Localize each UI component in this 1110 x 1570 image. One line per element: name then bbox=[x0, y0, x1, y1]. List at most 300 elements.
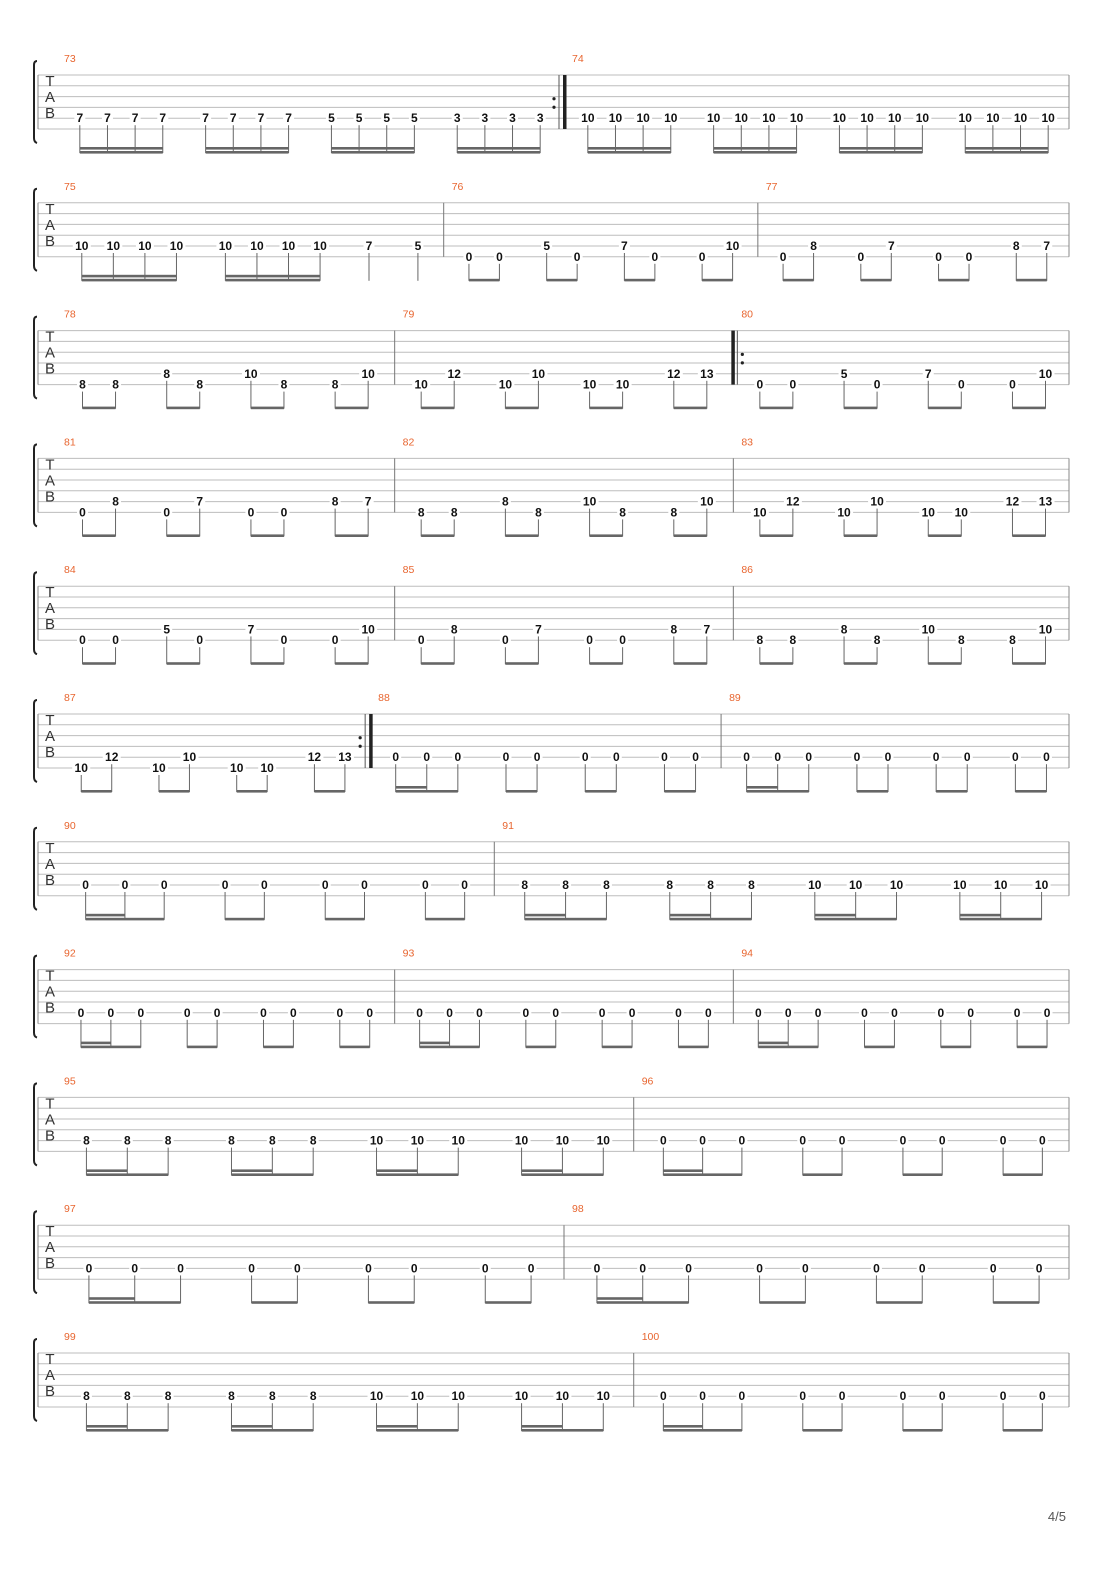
note-beam bbox=[331, 151, 414, 154]
tab-clef-letter: B bbox=[44, 1383, 56, 1400]
measure bbox=[403, 436, 734, 537]
note-beam bbox=[760, 662, 793, 665]
fret-number: 0 bbox=[461, 878, 468, 892]
fret-number: 7 bbox=[621, 239, 628, 253]
fret-number: 7 bbox=[257, 111, 265, 126]
tab-system bbox=[34, 1331, 1069, 1432]
fret-number: 0 bbox=[290, 1005, 297, 1020]
fret-number: 0 bbox=[754, 1005, 762, 1020]
measure-number: 86 bbox=[741, 564, 754, 577]
fret-number: 0 bbox=[502, 750, 510, 765]
fret-number: 0 bbox=[779, 249, 787, 264]
note-beam bbox=[714, 147, 797, 150]
note-beam bbox=[702, 279, 732, 282]
measure bbox=[403, 309, 744, 410]
fret-number: 0 bbox=[496, 249, 503, 264]
fret-number: 8 bbox=[873, 633, 881, 648]
fret-number: 0 bbox=[938, 1133, 946, 1148]
fret-number: 8 bbox=[196, 377, 204, 392]
fret-number: 10 bbox=[361, 366, 375, 381]
note-beam bbox=[421, 407, 454, 410]
fret-number: 10 bbox=[74, 761, 88, 775]
note-beam bbox=[663, 1173, 742, 1176]
tab-clef-letter: A bbox=[44, 216, 56, 234]
measure-number: 83 bbox=[741, 436, 754, 449]
measure bbox=[572, 1203, 1045, 1304]
fret-number: 0 bbox=[963, 750, 971, 765]
tab-system bbox=[34, 309, 1069, 410]
note-beam bbox=[377, 1169, 418, 1172]
measure bbox=[502, 820, 1050, 921]
note-beam bbox=[231, 1429, 313, 1432]
fret-number: 10 bbox=[555, 1133, 570, 1148]
measure-number: 74 bbox=[572, 53, 584, 65]
tab-clef-letter: T bbox=[45, 839, 55, 857]
note-beam bbox=[252, 1301, 298, 1304]
note-beam bbox=[590, 534, 623, 537]
note-beam bbox=[86, 918, 165, 921]
note-beam bbox=[839, 151, 922, 154]
note-beam bbox=[469, 279, 499, 282]
note-beam bbox=[505, 534, 538, 537]
fret-number: 0 bbox=[79, 633, 86, 648]
note-beam bbox=[325, 918, 364, 921]
fret-number: 8 bbox=[666, 878, 674, 892]
fret-number: 10 bbox=[514, 1133, 529, 1148]
repeat-dot bbox=[741, 353, 744, 356]
page-number: 4/5 bbox=[1047, 1509, 1066, 1524]
note-beam bbox=[936, 790, 967, 793]
fret-number: 0 bbox=[417, 633, 425, 648]
note-beam bbox=[803, 1173, 842, 1176]
measure-number: 78 bbox=[64, 308, 76, 321]
measure-number: 90 bbox=[64, 819, 76, 832]
note-beam bbox=[664, 790, 695, 793]
note-beam bbox=[335, 662, 368, 665]
measure-number: 88 bbox=[378, 692, 390, 704]
fret-number: 0 bbox=[838, 1133, 846, 1148]
fret-number: 0 bbox=[799, 1389, 807, 1404]
fret-number: 8 bbox=[810, 239, 817, 253]
fret-number: 0 bbox=[999, 1389, 1007, 1404]
measure bbox=[64, 436, 395, 537]
tab-clef-letter: B bbox=[44, 1127, 56, 1145]
fret-number: 0 bbox=[294, 1261, 301, 1276]
fret-number: 0 bbox=[692, 750, 699, 765]
fret-number: 0 bbox=[651, 249, 659, 264]
note-beam bbox=[960, 914, 1001, 917]
fret-number: 12 bbox=[786, 494, 800, 509]
measure-number: 81 bbox=[64, 436, 76, 449]
fret-number: 8 bbox=[83, 1389, 90, 1404]
fret-number: 0 bbox=[280, 505, 288, 520]
fret-number: 10 bbox=[361, 622, 375, 637]
measure-number: 91 bbox=[502, 819, 514, 832]
fret-number: 10 bbox=[1013, 111, 1028, 126]
fret-number: 5 bbox=[163, 622, 171, 637]
fret-number: 10 bbox=[410, 1389, 425, 1404]
fret-number: 0 bbox=[1043, 750, 1050, 765]
fret-number: 8 bbox=[83, 1133, 90, 1148]
note-beam bbox=[263, 1046, 293, 1049]
fret-number: 0 bbox=[160, 878, 168, 892]
measure bbox=[741, 309, 1054, 410]
note-beam bbox=[231, 1173, 313, 1176]
note-beam bbox=[1017, 1046, 1047, 1049]
note-beam bbox=[231, 1425, 272, 1428]
note-beam bbox=[80, 147, 163, 150]
fret-number: 5 bbox=[414, 239, 422, 253]
fret-number: 5 bbox=[355, 111, 363, 126]
note-beam bbox=[396, 790, 458, 793]
fret-number: 13 bbox=[700, 366, 714, 381]
fret-number: 10 bbox=[1034, 878, 1049, 892]
tab-clef-letter: T bbox=[45, 712, 55, 729]
fret-number: 10 bbox=[313, 239, 327, 253]
fret-number: 5 bbox=[543, 239, 551, 253]
fret-number: 0 bbox=[774, 750, 782, 765]
note-beam bbox=[760, 407, 793, 410]
tab-clef-letter: B bbox=[44, 232, 56, 250]
note-beam bbox=[86, 1429, 168, 1432]
fret-number: 8 bbox=[309, 1133, 317, 1148]
system-bracket bbox=[34, 189, 37, 271]
fret-number: 8 bbox=[164, 1389, 172, 1404]
tab-clef-letter: B bbox=[44, 999, 56, 1017]
note-beam bbox=[876, 1301, 922, 1304]
fret-number: 0 bbox=[814, 1005, 822, 1020]
fret-number: 10 bbox=[954, 505, 968, 520]
fret-number: 0 bbox=[581, 750, 589, 765]
tab-clef-letter: T bbox=[45, 328, 55, 346]
measure bbox=[64, 692, 373, 793]
fret-number: 0 bbox=[784, 1005, 792, 1020]
tab-clef-letter: T bbox=[45, 200, 55, 218]
fret-number: 0 bbox=[873, 1261, 880, 1276]
fret-number: 8 bbox=[670, 505, 678, 520]
fret-number: 0 bbox=[502, 633, 509, 648]
tab-system bbox=[34, 692, 1069, 793]
fret-number: 13 bbox=[338, 750, 352, 765]
measure-number: 73 bbox=[64, 53, 76, 65]
tab-clef-letter: T bbox=[45, 967, 55, 985]
tab-clef-letter: A bbox=[44, 344, 56, 362]
fret-number: 10 bbox=[734, 111, 748, 126]
note-beam bbox=[670, 918, 752, 921]
note-beam bbox=[420, 1046, 480, 1049]
fret-number: 8 bbox=[164, 1133, 172, 1148]
fret-number: 5 bbox=[383, 111, 391, 126]
measure-number: 98 bbox=[572, 1203, 584, 1216]
fret-number: 0 bbox=[802, 1261, 809, 1276]
measure bbox=[572, 53, 1057, 154]
fret-number: 0 bbox=[685, 1261, 692, 1276]
note-beam bbox=[167, 662, 200, 665]
measure-number: 96 bbox=[641, 1075, 654, 1088]
measure bbox=[452, 181, 758, 282]
fret-number: 0 bbox=[321, 878, 329, 892]
fret-number: 10 bbox=[596, 1389, 610, 1404]
fret-number: 0 bbox=[756, 377, 764, 392]
fret-number: 10 bbox=[514, 1389, 529, 1404]
note-beam bbox=[1012, 534, 1045, 537]
note-beam bbox=[421, 534, 454, 537]
measure bbox=[741, 564, 1054, 665]
fret-number: 12 bbox=[447, 366, 461, 381]
tab-clef-letter: T bbox=[45, 584, 55, 602]
fret-number: 10 bbox=[138, 239, 152, 253]
measure bbox=[64, 309, 395, 410]
note-beam bbox=[522, 1173, 604, 1176]
note-beam bbox=[525, 914, 566, 917]
note-beam bbox=[844, 407, 877, 410]
fret-number: 0 bbox=[857, 249, 865, 264]
note-beam bbox=[674, 662, 707, 665]
fret-number: 0 bbox=[1013, 1005, 1021, 1020]
fret-number: 10 bbox=[706, 111, 721, 126]
fret-number: 0 bbox=[899, 1389, 907, 1404]
fret-number: 8 bbox=[268, 1389, 276, 1404]
fret-number: 8 bbox=[619, 505, 626, 520]
note-beam bbox=[844, 662, 877, 665]
fret-number: 10 bbox=[837, 505, 851, 520]
note-beam bbox=[960, 918, 1042, 921]
fret-number: 8 bbox=[748, 878, 755, 892]
note-beam bbox=[1016, 279, 1046, 282]
fret-number: 8 bbox=[228, 1133, 235, 1148]
tab-system bbox=[34, 1075, 1069, 1176]
fret-number: 3 bbox=[481, 111, 489, 126]
fret-number: 0 bbox=[598, 1005, 606, 1020]
fret-number: 10 bbox=[369, 1133, 384, 1148]
fret-number: 0 bbox=[619, 633, 626, 648]
measure bbox=[642, 1075, 1048, 1176]
measure-number: 85 bbox=[402, 564, 415, 577]
note-beam bbox=[1003, 1173, 1042, 1176]
note-beam bbox=[89, 1301, 181, 1304]
note-beam bbox=[1012, 407, 1045, 410]
note-beam bbox=[457, 151, 540, 154]
fret-number: 10 bbox=[664, 111, 678, 126]
measure bbox=[64, 53, 567, 154]
note-beam bbox=[674, 407, 707, 410]
fret-number: 0 bbox=[861, 1005, 868, 1020]
note-beam bbox=[206, 147, 289, 150]
fret-number: 5 bbox=[411, 111, 418, 126]
fret-number: 0 bbox=[999, 1133, 1007, 1148]
repeat-dot bbox=[359, 745, 362, 748]
repeat-dot bbox=[552, 106, 555, 109]
note-beam bbox=[81, 790, 111, 793]
fret-number: 0 bbox=[422, 878, 429, 892]
note-beam bbox=[965, 151, 1048, 154]
fret-number: 0 bbox=[853, 750, 861, 765]
fret-number: 0 bbox=[1043, 1005, 1051, 1020]
fret-number: 0 bbox=[789, 377, 797, 392]
tab-clef-letter: B bbox=[44, 360, 56, 378]
fret-number: 0 bbox=[799, 1133, 807, 1148]
tab-system bbox=[34, 1203, 1069, 1304]
fret-number: 8 bbox=[521, 878, 529, 892]
note-beam bbox=[624, 279, 654, 282]
fret-number: 10 bbox=[725, 239, 740, 253]
note-beam bbox=[758, 1046, 818, 1049]
note-beam bbox=[377, 1429, 459, 1432]
note-beam bbox=[251, 662, 284, 665]
note-beam bbox=[585, 790, 616, 793]
note-beam bbox=[588, 151, 671, 154]
fret-number: 7 bbox=[703, 622, 711, 637]
system-bracket bbox=[34, 1339, 37, 1421]
note-beam bbox=[522, 1429, 604, 1432]
note-beam bbox=[758, 1042, 788, 1045]
measure bbox=[642, 1331, 1048, 1432]
note-beam bbox=[1012, 662, 1045, 665]
note-beam bbox=[81, 1042, 111, 1045]
fret-number: 8 bbox=[450, 505, 458, 520]
tab-clef-letter: T bbox=[45, 456, 55, 474]
note-beam bbox=[225, 275, 320, 278]
note-beam bbox=[678, 1046, 708, 1049]
fret-number: 10 bbox=[889, 878, 904, 892]
note-beam bbox=[928, 407, 961, 410]
measure-number: 94 bbox=[741, 947, 754, 960]
fret-number: 0 bbox=[107, 1005, 115, 1020]
fret-number: 10 bbox=[700, 494, 714, 509]
fret-number: 7 bbox=[924, 366, 932, 381]
note-beam bbox=[335, 534, 368, 537]
fret-number: 8 bbox=[417, 505, 425, 520]
fret-number: 10 bbox=[921, 505, 935, 520]
note-beam bbox=[965, 147, 1048, 150]
fret-number: 10 bbox=[498, 377, 513, 392]
fret-number: 0 bbox=[446, 1005, 453, 1020]
note-beam bbox=[1015, 790, 1046, 793]
fret-number: 0 bbox=[196, 633, 204, 648]
fret-number: 10 bbox=[230, 761, 244, 775]
fret-number: 0 bbox=[336, 1005, 344, 1020]
fret-number: 0 bbox=[756, 1261, 763, 1276]
note-beam bbox=[80, 151, 163, 154]
note-beam bbox=[187, 1046, 217, 1049]
fret-number: 0 bbox=[331, 633, 339, 648]
measure-number: 79 bbox=[402, 308, 415, 321]
measure bbox=[64, 1331, 634, 1432]
tab-clef-letter: A bbox=[44, 728, 56, 745]
measure bbox=[64, 820, 494, 921]
fret-number: 0 bbox=[163, 505, 171, 520]
fret-number: 0 bbox=[177, 1261, 184, 1276]
fret-number: 10 bbox=[582, 377, 597, 392]
fret-number: 0 bbox=[260, 1005, 267, 1020]
fret-number: 10 bbox=[832, 111, 847, 126]
fret-number: 7 bbox=[535, 622, 542, 637]
fret-number: 0 bbox=[593, 1261, 601, 1276]
fret-number: 8 bbox=[1009, 633, 1016, 648]
fret-number: 3 bbox=[509, 111, 516, 126]
note-beam bbox=[747, 790, 809, 793]
note-beam bbox=[314, 790, 344, 793]
fret-number: 0 bbox=[675, 1005, 682, 1020]
fret-number: 8 bbox=[280, 377, 288, 392]
fret-number: 0 bbox=[899, 1133, 907, 1148]
fret-number: 0 bbox=[1035, 1261, 1043, 1276]
measure bbox=[729, 692, 1052, 793]
fret-number: 0 bbox=[476, 1005, 483, 1020]
measure bbox=[64, 181, 444, 282]
note-beam bbox=[82, 279, 177, 282]
fret-number: 0 bbox=[967, 1005, 975, 1020]
fret-number: 13 bbox=[1038, 494, 1053, 509]
note-beam bbox=[525, 918, 607, 921]
tab-clef-letter: A bbox=[44, 600, 56, 618]
fret-number: 7 bbox=[202, 111, 209, 126]
measure-number: 75 bbox=[64, 180, 76, 193]
note-beam bbox=[857, 790, 888, 793]
fret-number: 10 bbox=[281, 239, 296, 253]
fret-number: 0 bbox=[699, 1133, 706, 1148]
note-beam bbox=[167, 534, 200, 537]
note-beam bbox=[903, 1173, 942, 1176]
fret-number: 10 bbox=[958, 111, 972, 126]
system-bracket bbox=[34, 1083, 37, 1165]
fret-number: 0 bbox=[522, 1005, 530, 1020]
note-beam bbox=[505, 662, 538, 665]
note-beam bbox=[86, 1169, 127, 1172]
note-beam bbox=[588, 147, 671, 150]
fret-number: 8 bbox=[228, 1389, 235, 1404]
tab-clef-letter: A bbox=[44, 1239, 56, 1257]
fret-number: 8 bbox=[331, 494, 339, 509]
fret-number: 0 bbox=[935, 249, 942, 264]
fret-number: 0 bbox=[260, 878, 268, 892]
note-beam bbox=[340, 1046, 370, 1049]
fret-number: 8 bbox=[450, 622, 458, 637]
fret-number: 0 bbox=[932, 750, 940, 765]
note-beam bbox=[86, 914, 125, 917]
note-beam bbox=[421, 662, 454, 665]
fret-number: 0 bbox=[1039, 1389, 1046, 1404]
fret-number: 0 bbox=[891, 1005, 898, 1020]
note-beam bbox=[81, 1046, 141, 1049]
system-bracket bbox=[34, 700, 37, 782]
tab-clef-letter: A bbox=[44, 1367, 56, 1384]
measure-number: 80 bbox=[741, 308, 754, 321]
fret-number: 0 bbox=[85, 1261, 93, 1276]
fret-number: 10 bbox=[218, 239, 233, 253]
note-beam bbox=[839, 147, 922, 150]
note-beam bbox=[928, 534, 961, 537]
fret-number: 0 bbox=[121, 878, 129, 892]
repeat-dot bbox=[359, 736, 362, 739]
repeat-barline bbox=[369, 714, 373, 768]
note-beam bbox=[928, 662, 961, 665]
fret-number: 0 bbox=[1039, 1133, 1046, 1148]
fret-number: 8 bbox=[79, 377, 86, 392]
measure bbox=[64, 948, 395, 1049]
note-beam bbox=[760, 1301, 806, 1304]
fret-number: 0 bbox=[416, 1005, 423, 1020]
fret-number: 10 bbox=[410, 1133, 425, 1148]
note-beam bbox=[485, 1301, 531, 1304]
note-beam bbox=[335, 407, 368, 410]
note-beam bbox=[1003, 1429, 1042, 1432]
fret-number: 10 bbox=[582, 494, 597, 509]
fret-number: 0 bbox=[586, 633, 593, 648]
fret-number: 0 bbox=[552, 1005, 560, 1020]
fret-number: 10 bbox=[762, 111, 776, 126]
fret-number: 7 bbox=[365, 239, 373, 253]
